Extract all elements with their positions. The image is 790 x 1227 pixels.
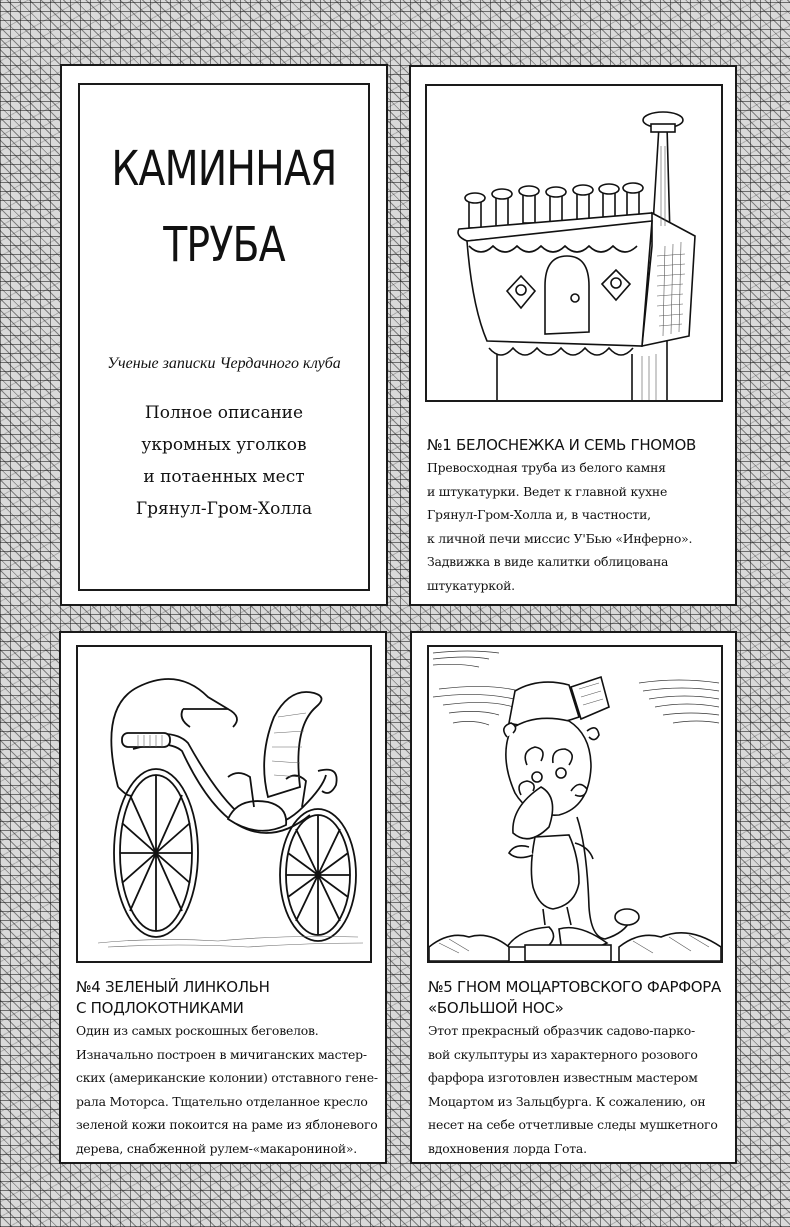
body-line: штукатуркой. bbox=[427, 577, 515, 593]
entry-5-title-line-2: «БОЛЬШОЙ НОС» bbox=[428, 999, 564, 1017]
title-panel-frame bbox=[78, 83, 370, 591]
gnome-illustration-frame bbox=[427, 645, 723, 963]
entry-4-title-line-2: С ПОДЛОКОТНИКАМИ bbox=[76, 999, 244, 1017]
entry-card-1 bbox=[409, 65, 737, 606]
white-chimney-stack-illustration bbox=[427, 86, 721, 400]
description-line: Грянул-Гром-Холла bbox=[135, 499, 313, 519]
body-line: и штукатурки. Ведет к главной кухне bbox=[427, 483, 668, 499]
body-line: вой скульптуры из характерного розового bbox=[428, 1046, 698, 1062]
entry-4-body bbox=[76, 1019, 381, 1160]
body-line: Этот прекрасный образчик садово-парко- bbox=[428, 1023, 695, 1038]
page-title-line-1: КАМИННАЯ bbox=[111, 141, 337, 197]
description-line: и потаенных мест bbox=[143, 467, 305, 487]
body-line: Задвижка в виде калитки облицована bbox=[427, 554, 669, 569]
body-line: фарфора изготовлен известным мастером bbox=[428, 1070, 698, 1085]
entry-5-caption bbox=[428, 977, 733, 1160]
page-title-line-2: ТРУБА bbox=[163, 217, 285, 273]
entry-1-caption bbox=[427, 435, 727, 597]
entry-5-body bbox=[428, 1019, 733, 1160]
body-line: зеленой кожи покоится на раме из яблоневого bbox=[76, 1117, 378, 1132]
body-line: несет на себе отчетливые следы мушкетного bbox=[428, 1117, 718, 1132]
entry-5-title-line-1: №5 ГНОМ МОЦАРТОВСКОГО ФАРФОРА bbox=[428, 978, 722, 996]
page-description bbox=[80, 397, 368, 525]
body-line: Превосходная труба из белого камня bbox=[427, 460, 666, 475]
body-line: к личной печи миссис У'Бью «Инферно». bbox=[427, 530, 693, 546]
porcelain-gnome-statue-illustration bbox=[429, 647, 721, 961]
body-line: Один из самых роскошных беговелов. bbox=[76, 1023, 319, 1038]
body-line: дерева, снабженной рулем-«макарониной». bbox=[76, 1140, 358, 1156]
entry-card-5 bbox=[410, 631, 737, 1164]
title-panel bbox=[60, 64, 388, 606]
body-line: рала Моторса. Тщательно отделанное кресло bbox=[76, 1093, 368, 1109]
description-line: Полное описание bbox=[144, 403, 304, 423]
velocipede-illustration-frame bbox=[76, 645, 372, 963]
chimney-illustration-frame bbox=[425, 84, 723, 402]
body-line: Изначально построен в мичиганских мастер- bbox=[76, 1046, 367, 1062]
entry-4-caption bbox=[76, 977, 381, 1160]
entry-1-title: №1 БЕЛОСНЕЖКА И СЕМЬ ГНОМОВ bbox=[427, 436, 696, 454]
entry-1-body bbox=[427, 456, 727, 597]
entry-4-title-line-1: №4 ЗЕЛЕНЫЙ ЛИНКОЛЬН bbox=[76, 978, 270, 996]
draisine-velocipede-illustration bbox=[78, 647, 370, 961]
entry-card-4 bbox=[59, 631, 387, 1164]
body-line: ских (американские колонии) отставного гене- bbox=[76, 1070, 378, 1085]
page-subtitle: Ученые записки Чердачного клуба bbox=[107, 355, 341, 372]
body-line: вдохновения лорда Гота. bbox=[428, 1140, 587, 1156]
body-line: Моцартом из Зальцбурга. К сожалению, он bbox=[428, 1093, 706, 1109]
description-line: укромных уголков bbox=[141, 435, 307, 455]
body-line: Грянул-Гром-Холла и, в частности, bbox=[427, 507, 651, 522]
